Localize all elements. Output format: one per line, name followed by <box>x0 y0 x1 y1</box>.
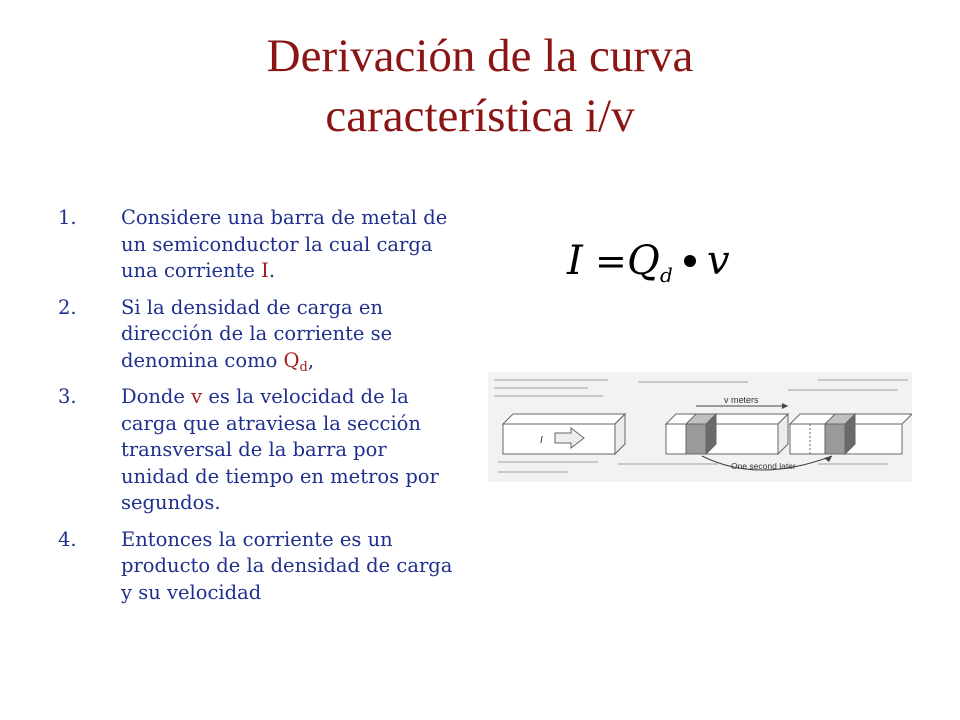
list-item <box>58 527 458 607</box>
formula-velocity: v <box>707 238 730 284</box>
list-item: 3. Donde v es la velocidad de la carga que atraviesa la sección transversal de la barra por unidad de tiempo en metros por segundos. <box>58 385 439 514</box>
item-number: 3. <box>58 385 77 408</box>
charge-bar-figure <box>488 372 912 482</box>
charge-density-symbol: $Q_d$ <box>283 348 308 375</box>
distance-label: v meters <box>724 395 759 405</box>
bar-current-label: I <box>540 435 543 446</box>
item-number: 1. <box>58 206 77 229</box>
formula-dot <box>684 255 696 267</box>
item-number: 4. <box>58 527 77 551</box>
bar-middle <box>666 414 788 454</box>
formula-current: I <box>567 238 583 284</box>
velocity-symbol: v <box>191 385 203 408</box>
current-symbol: I <box>261 259 269 282</box>
bar-left <box>503 414 625 454</box>
time-label: One second later <box>731 461 796 471</box>
item-text: Considere una barra de metal de un semiconductor la cual carga una corriente <box>121 206 448 282</box>
item-number: 2. <box>58 295 77 319</box>
bar-right <box>790 414 912 454</box>
current-formula <box>565 232 740 287</box>
title-line-1: Derivación de la curva <box>266 30 694 82</box>
item-text: Si la densidad de carga en dirección de la corriente se denomina como <box>121 295 393 372</box>
item-text: es la velocidad de la carga que atraviesa la sección transversal de la barra por unidad de tiempo en metros por segundos. <box>121 385 439 514</box>
item-text: Entonces la corriente es un producto de la densidad de carga y su velocidad <box>121 527 453 604</box>
list-item: 1. Considere una barra de metal de un semiconductor la cual carga una corriente I. <box>58 206 448 282</box>
numbered-list <box>58 205 458 616</box>
formula-subscript: d <box>660 263 673 287</box>
list-item: 2. Si la densidad de carga en dirección de la corriente se denomina como $Q_d$, <box>58 295 393 375</box>
title-line-2: característica i/v <box>325 90 635 142</box>
formula-charge: Q <box>627 238 660 284</box>
formula-equals: = <box>595 239 627 283</box>
slide-title <box>0 26 960 146</box>
